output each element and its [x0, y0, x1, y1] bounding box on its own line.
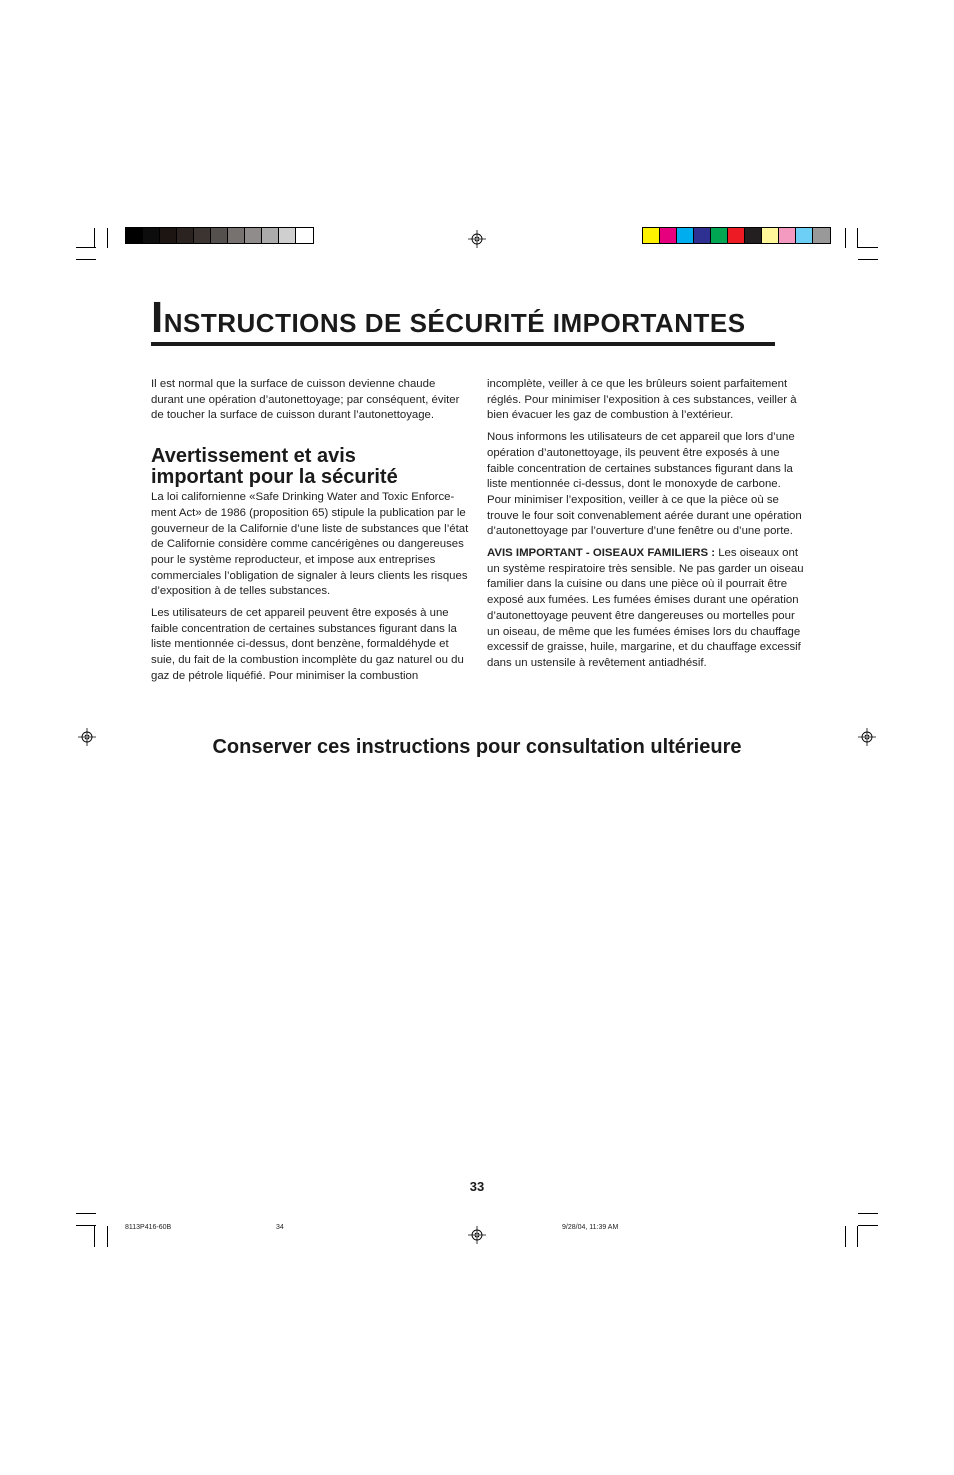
color-swatch [779, 228, 796, 243]
footer-file-name: 8113P416-60B [125, 1224, 172, 1231]
crop-mark [858, 259, 878, 260]
bird-warning-body: Les oiseaux ont un système respiratoire très sensible. Ne pas garder un oiseau familier dans la cuisine ou dans une pièce où il pourrait être exposé aux fumées. Les fumées émises durant une opération d’autonettoyage peuvent être dangereuses ou mortelles pour un oiseau, de même que les fumées émises lors du chauffage excessif de graisse, huile, margarine, et du chauffage excessif dans un ustensile à revêtement antiadhésif. [487, 547, 804, 669]
title-initial: I [151, 293, 164, 342]
crop-mark [858, 1213, 878, 1214]
color-swatch [296, 228, 313, 243]
registration-mark-icon [468, 1226, 486, 1244]
color-swatch [694, 228, 711, 243]
intro-paragraph: Il est normal que la surface de cuisson devienne chaude durant une opération d’autonettoyage; par conséquent, éviter de toucher la surface de cuisson durant l’autonettoyage. [151, 378, 460, 422]
registration-mark-icon [468, 230, 486, 248]
color-swatch [143, 228, 160, 243]
body-paragraph: Nous informons les utilisateurs de cet appareil que lors d’une opération d’autonettoyage, ils peuvent être exposés à une faible concentration de certaines substances figurant dans la liste mentionnée ci-dessus, dont le monoxyde de carbone. Pour minimiser l’exposition, veiller à ce que la pièce où se trouve le four soit convenablement aérée durant une opération d’autonettoyage par l’ouverture d’une fenêtre ou d’une porte. [487, 431, 802, 538]
color-swatch [194, 228, 211, 243]
left-column [151, 377, 469, 685]
page-number: 33 [469, 1179, 485, 1194]
color-swatch [796, 228, 813, 243]
color-swatch [160, 228, 177, 243]
color-swatch [279, 228, 296, 243]
title-rest: NSTRUCTIONS DE SÉCURITÉ IMPORTANTES [163, 308, 746, 338]
color-swatch [228, 228, 245, 243]
bird-warning-label: AVIS IMPORTANT - OISEAUX FAMILIERS : [487, 547, 716, 560]
color-swatch [813, 228, 830, 243]
crop-mark [845, 228, 846, 248]
title-underline [151, 342, 775, 346]
color-swatch [677, 228, 694, 243]
grayscale-color-bar [125, 227, 314, 244]
bird-warning-paragraph [487, 546, 805, 672]
crop-mark [94, 1226, 95, 1247]
color-swatch [711, 228, 728, 243]
color-swatch [643, 228, 660, 243]
crop-mark [857, 228, 858, 248]
section-heading-line: important pour la sécurité [151, 466, 398, 489]
footer-page: 34 [276, 1224, 284, 1231]
body-paragraph: Les utilisateurs de cet appareil peuvent être exposés à une faible concentration de certaines substances figurant dans la liste mentionnée ci-dessus, dont benzène, formaldéhyde et suie, du fait de la combustion incomplète du gaz naturel ou du gaz de pétrole liquéfié. Pour minimiser la combustion [151, 607, 464, 682]
color-swatch [762, 228, 779, 243]
color-swatch [126, 228, 143, 243]
crop-mark [76, 247, 96, 248]
crop-mark [858, 247, 878, 248]
crop-mark [107, 1226, 108, 1247]
crop-mark [845, 1226, 846, 1247]
color-swatch [177, 228, 194, 243]
process-color-bar [642, 227, 831, 244]
crop-mark [857, 1226, 858, 1247]
page-title [151, 293, 775, 345]
right-column [487, 377, 805, 672]
color-swatch [660, 228, 677, 243]
color-swatch [745, 228, 762, 243]
crop-mark [76, 259, 96, 260]
body-paragraph: La loi californienne «Safe Drinking Water and Toxic Enforce-ment Act» de 1986 (proposition 65) stipule la publication par le gouverneur de la Californie d’une liste de substances que l’état de Californie considère comme cancérigènes ou dangereuses pour le système reproducteur, et impose aux entreprises commerciales l’obligation de signaler à leurs clients les risques d’exposition à de telles substances. [151, 491, 469, 598]
body-paragraph: incomplète, veiller à ce que les brûleurs soient parfaitement réglés. Pour minimiser l’exposition à ces substances, veiller à bien évacuer les gaz de combustion à l’extérieur. [487, 378, 797, 422]
color-swatch [262, 228, 279, 243]
conserve-heading: Conserver ces instructions pour consultation ultérieure [212, 736, 742, 758]
footer-datetime: 9/28/04, 11:39 AM [562, 1224, 619, 1231]
section-heading-line: Avertissement et avis [151, 445, 356, 468]
crop-mark [858, 1225, 878, 1226]
color-swatch [245, 228, 262, 243]
color-swatch [728, 228, 745, 243]
crop-mark [76, 1225, 96, 1226]
crop-mark [76, 1213, 96, 1214]
crop-mark [107, 228, 108, 248]
section-heading [151, 446, 469, 488]
crop-mark [94, 228, 95, 248]
color-swatch [211, 228, 228, 243]
